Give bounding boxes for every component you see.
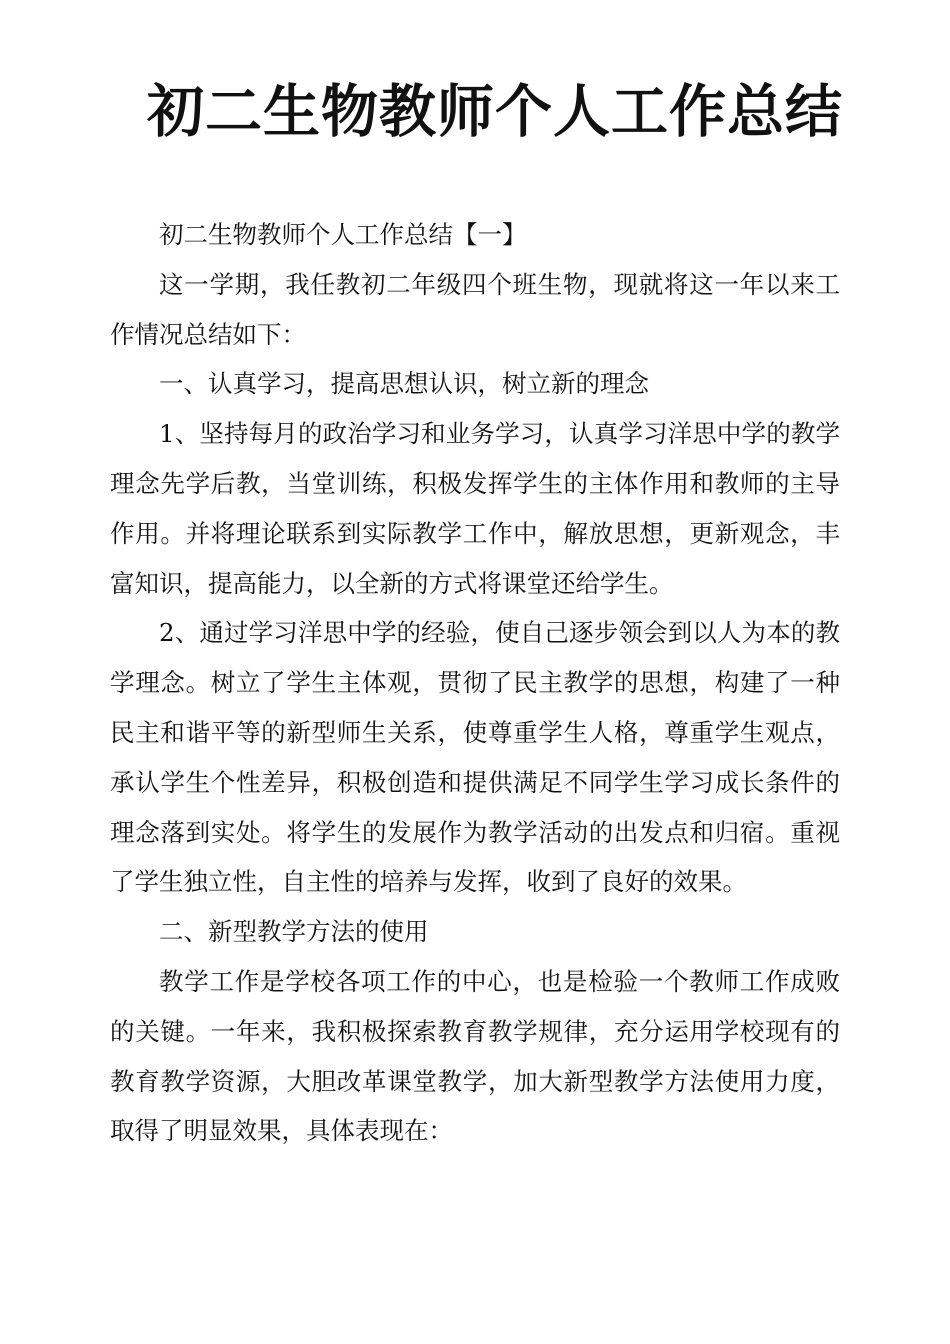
paragraph: 教学工作是学校各项工作的中心，也是检验一个教师工作成败的关键。一年来，我积极探索教育教学规律，充分运用学校现有的教育教学资源，大胆改革课堂教学，加大新型教学方法使用力度，取得了明显效果，具体表现在： [110, 966, 840, 1146]
paragraph: 这一学期，我任教初二年级四个班生物，现就将这一年以来工作情况总结如下： [110, 269, 840, 349]
section-heading: 二、新型教学方法的使用 [159, 917, 429, 947]
section-heading: 初二生物教师个人工作总结【一】 [159, 220, 527, 249]
document-title: 初二生物教师个人工作总结 [147, 79, 843, 145]
paragraph: 1、坚持每月的政治学习和业务学习，认真学习洋思中学的教学理念先学后教，当堂训练，积极发挥学生的主体作用和教师的主导作用。并将理论联系到实际教学工作中，解放思想，更新观念，丰富知识，提高能力，以全新的方式将课堂还给学生。 [110, 419, 840, 598]
document-body [110, 210, 840, 1156]
paragraph: 2、通过学习洋思中学的经验，使自己逐步领会到以人为本的教学理念。树立了学生主体观，贯彻了民主教学的思想，构建了一种民主和谐平等的新型师生关系，使尊重学生人格，尊重学生观点，承认学生个性差异，积极创造和提供满足不同学生学习成长条件的理念落到实处。将学生的发展作为教学活动的出发点和归宿。重视了学生独立性，自主性的培养与发挥，收到了良好的效果。 [110, 618, 840, 897]
section-heading: 一、认真学习，提高思想认识，树立新的理念 [159, 369, 649, 399]
